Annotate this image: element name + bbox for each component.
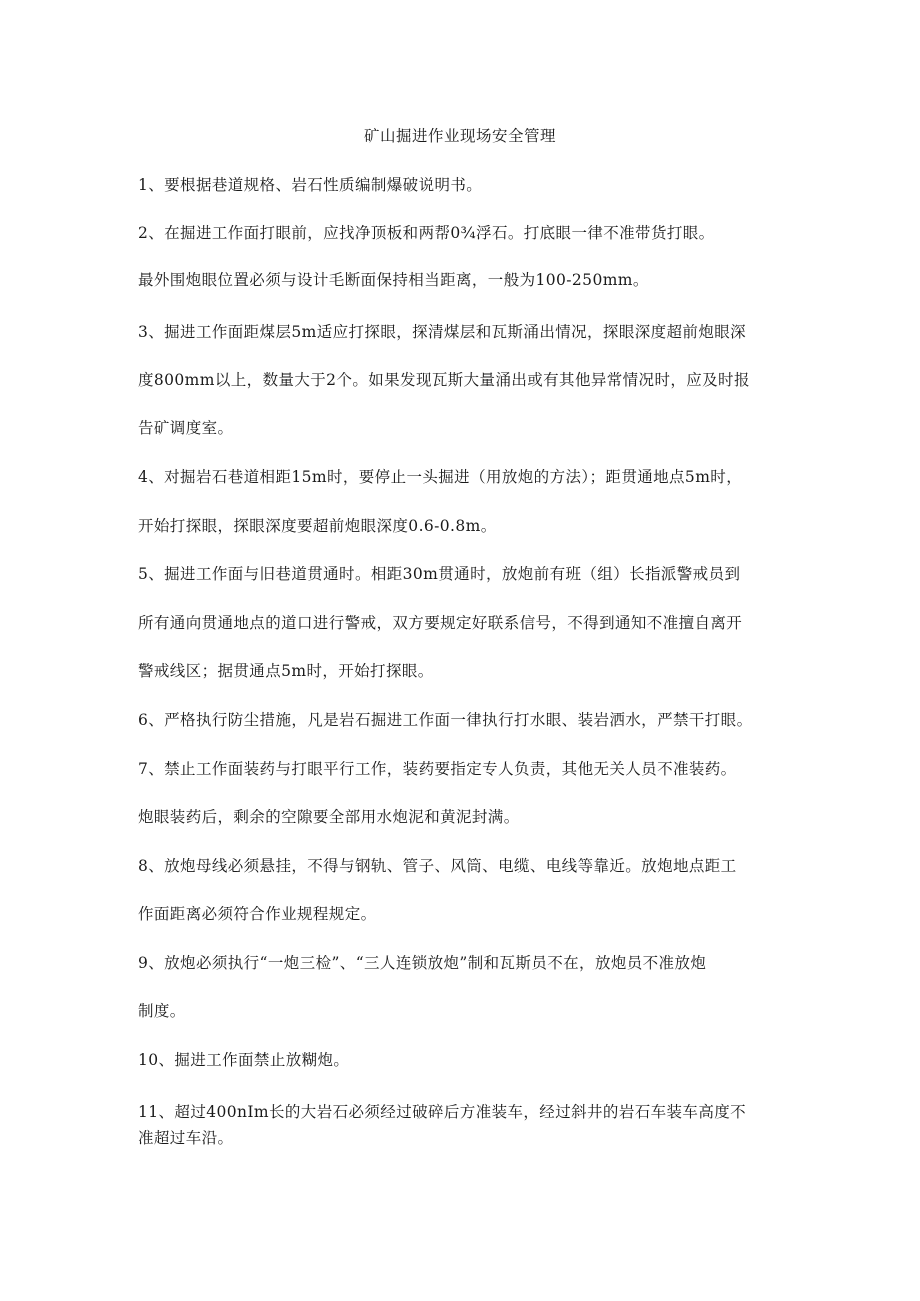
text-line: 最外围炮眼位置必须与设计毛断面保持相当距离，一般为100-250mm。 xyxy=(138,271,649,289)
text-line: 4、对掘岩石巷道相距15m时，要停止一头掘进（用放炮的方法）；距贯通地点5m时， xyxy=(138,468,743,486)
text-line: 2、在掘进工作面打眼前，应找净顶板和两帮0¾浮石。打底眼一律不准带货打眼。 xyxy=(138,224,715,242)
text-line: 11、超过400nIm长的大岩石必须经过破碎后方准装车，经过斜井的岩石车装车高度不 xyxy=(138,1103,747,1121)
text-line: 度800mm以上，数量大于2个。如果发现瓦斯大量涌出或有其他异常情况时，应及时报 xyxy=(138,371,750,389)
text-line: 警戒线区；据贯通点5m时，开始打探眼。 xyxy=(138,662,434,680)
text-line: 作面距离必须符合作业规程规定。 xyxy=(138,905,377,923)
text-line: 5、掘进工作面与旧巷道贯通时。相距30m贯通时，放炮前有班（组）长指派警戒员到 xyxy=(138,565,741,583)
text-line: 告矿调度室。 xyxy=(138,419,234,437)
text-line: 所有通向贯通地点的道口进行警戒，双方要规定好联系信号，不得到通知不准擅自离开 xyxy=(138,614,743,632)
text-line: 准超过车沿。 xyxy=(138,1129,234,1147)
text-line: 开始打探眼，探眼深度要超前炮眼深度0.6-0.8m。 xyxy=(138,517,497,535)
document-title: 矿山掘进作业现场安全管理 xyxy=(363,127,556,145)
text-line: 3、掘进工作面距煤层5m适应打探眼，探清煤层和瓦斯涌出情况，探眼深度超前炮眼深 xyxy=(138,323,747,341)
text-line: 9、放炮必须执行“一炮三检”、“三人连锁放炮”制和瓦斯员不在，放炮员不准放炮 xyxy=(138,954,707,972)
text-line: 10、掘进工作面禁止放糊炮。 xyxy=(138,1051,350,1069)
text-line: 1、要根据巷道规格、岩石性质编制爆破说明书。 xyxy=(138,176,483,194)
text-line: 制度。 xyxy=(138,1002,186,1020)
text-line: 8、放炮母线必须悬挂，不得与钢轨、管子、风筒、电缆、电线等靠近。放炮地点距工 xyxy=(138,857,737,875)
text-line: 6、严格执行防尘措施，凡是岩石掘进工作面一律执行打水眼、装岩洒水，严禁干打眼。 xyxy=(138,711,753,729)
text-line: 炮眼装药后，剩余的空隙要全部用水炮泥和黄泥封满。 xyxy=(138,808,520,826)
text-line: 7、禁止工作面装药与打眼平行工作，装药要指定专人负责，其他无关人员不准装药。 xyxy=(138,760,737,778)
